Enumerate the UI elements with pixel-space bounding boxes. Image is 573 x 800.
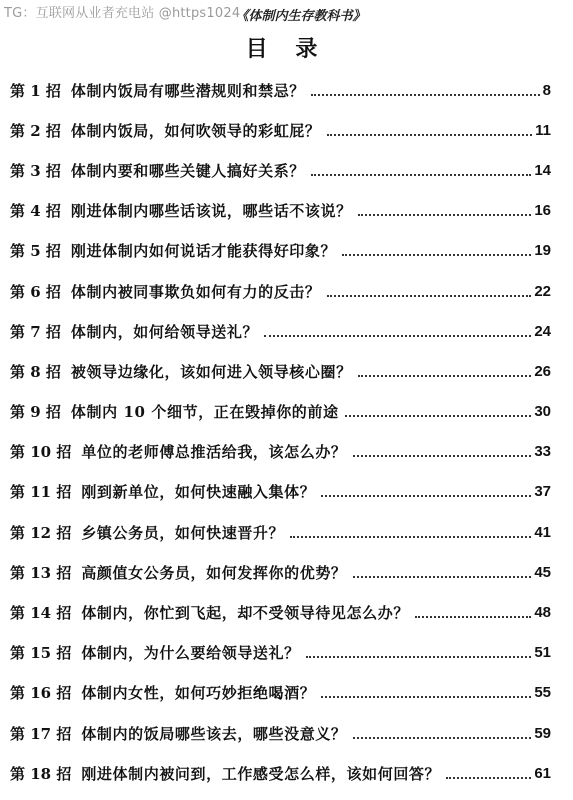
toc-entry-title: 体制内的饭局哪些该去，哪些没意义？: [81, 724, 347, 743]
toc-entry-title: 刚进体制内哪些话该说，哪些话不该说？: [70, 202, 352, 221]
toc-entry-label: 第 10 招: [10, 443, 72, 462]
toc-entry-page-number: 41: [534, 523, 551, 541]
toc-dot-leader: [446, 776, 531, 779]
toc-entry-page-number: 22: [534, 282, 551, 300]
toc-entry[interactable]: [10, 713, 551, 753]
toc-entry-title: 刚到新单位，如何快速融入集体？: [81, 483, 316, 502]
toc-dot-leader: [321, 494, 531, 497]
toc-entry-title: 体制内，如何给领导送礼？: [70, 322, 259, 341]
toc-entry-page-number: 8: [542, 81, 551, 99]
book-title: 《体制内生存教科书》: [235, 9, 366, 24]
toc-entry-page-number: 26: [534, 362, 551, 380]
toc-entry-label: 第 3 招: [10, 161, 61, 180]
toc-entry-title: 体制内，你忙到飞起，却不受领导待见怎么办？: [81, 604, 409, 623]
toc-entry[interactable]: [10, 673, 551, 713]
toc-entry-title: 体制内饭局，如何吹领导的彩虹屁？: [70, 121, 321, 140]
toc-entry[interactable]: [10, 753, 551, 793]
toc-entry-page-number: 16: [534, 202, 551, 220]
toc-entry-page-number: 45: [534, 563, 551, 581]
toc-entry[interactable]: [10, 472, 551, 512]
toc-entry-label: 第 8 招: [10, 362, 61, 381]
toc-entry-title: 体制内饭局有哪些潜规则和禁忌？: [70, 81, 305, 100]
toc-entry-title: 乡镇公务员，如何快速晋升？: [81, 523, 285, 542]
toc-entry-label: 第 5 招: [10, 242, 61, 261]
toc-entry-title: 体制内，为什么要给领导送礼？: [81, 644, 300, 663]
toc-entry-title: 刚进体制内如何说话才能获得好印象？: [70, 242, 337, 261]
toc-dot-leader: [327, 294, 532, 297]
toc-entry[interactable]: [10, 552, 551, 592]
toc-entry-title: 体制内被同事欺负如何有力的反击？: [70, 282, 321, 301]
toc-entry-page-number: 14: [534, 161, 551, 179]
toc-entry-page-number: 59: [534, 724, 551, 742]
toc-entry-title: 体制内要和哪些关键人搞好关系？: [70, 161, 305, 180]
table-of-contents: [10, 70, 551, 793]
toc-entry-label: 第 6 招: [10, 282, 61, 301]
toc-entry[interactable]: [10, 110, 551, 150]
toc-entry[interactable]: [10, 392, 551, 432]
toc-dot-leader: [358, 213, 532, 216]
toc-dot-leader: [415, 615, 531, 618]
toc-entry[interactable]: [10, 70, 551, 110]
toc-entry-page-number: 37: [534, 483, 551, 501]
toc-dot-leader: [358, 374, 532, 377]
toc-entry-page-number: 61: [534, 764, 551, 782]
toc-entry-page-number: 11: [535, 121, 551, 139]
toc-entry-label: 第 17 招: [10, 724, 72, 743]
toc-entry-label: 第 12 招: [10, 523, 72, 542]
toc-dot-leader: [264, 334, 531, 337]
toc-entry[interactable]: [10, 432, 551, 472]
toc-entry-label: 第 11 招: [10, 483, 72, 502]
toc-dot-leader: [342, 253, 531, 256]
toc-entry-label: 第 7 招: [10, 322, 61, 341]
toc-dot-leader: [290, 535, 531, 538]
toc-entry-title: 高颜值女公务员，如何发挥你的优势？: [81, 563, 347, 582]
toc-entry-label: 第 9 招: [10, 403, 61, 422]
toc-entry-title: 刚进体制内被问到，工作感受怎么样，该如何回答？: [81, 764, 441, 783]
toc-entry-label: 第 4 招: [10, 202, 61, 221]
toc-entry-page-number: 24: [534, 322, 551, 340]
toc-entry-label: 第 2 招: [10, 121, 61, 140]
toc-entry-page-number: 19: [534, 242, 551, 260]
toc-entry-title: 体制内女性，如何巧妙拒绝喝酒？: [81, 684, 316, 703]
toc-dot-leader: [311, 93, 540, 96]
toc-entry[interactable]: [10, 271, 551, 311]
toc-entry[interactable]: [10, 231, 551, 271]
toc-entry-page-number: 30: [534, 403, 551, 421]
toc-entry-title: 被领导边缘化，该如何进入领导核心圈？: [70, 362, 352, 381]
toc-entry-title: 单位的老师傅总推活给我，该怎么办？: [81, 443, 347, 462]
toc-entry-label: 第 13 招: [10, 563, 72, 582]
toc-entry[interactable]: [10, 512, 551, 552]
toc-entry-label: 第 16 招: [10, 684, 72, 703]
toc-dot-leader: [353, 736, 532, 739]
toc-entry[interactable]: [10, 191, 551, 231]
toc-entry-label: 第 1 招: [10, 81, 61, 100]
toc-entry-label: 第 15 招: [10, 644, 72, 663]
toc-entry[interactable]: [10, 150, 551, 190]
toc-dot-leader: [353, 454, 532, 457]
toc-entry-page-number: 33: [534, 443, 551, 461]
toc-entry-page-number: 55: [534, 684, 551, 702]
toc-dot-leader: [327, 133, 533, 136]
toc-entry-label: 第 14 招: [10, 604, 72, 623]
toc-entry[interactable]: [10, 351, 551, 391]
toc-heading: 目 录: [245, 36, 328, 62]
watermark-text: TG：互联网从业者充电站 @https1024: [4, 6, 241, 21]
toc-dot-leader: [345, 414, 532, 417]
toc-entry-page-number: 51: [534, 644, 551, 662]
toc-dot-leader: [306, 655, 532, 658]
toc-entry-page-number: 48: [534, 604, 551, 622]
toc-entry[interactable]: [10, 633, 551, 673]
toc-dot-leader: [353, 575, 532, 578]
toc-dot-leader: [321, 695, 531, 698]
toc-entry-label: 第 18 招: [10, 764, 72, 783]
toc-entry[interactable]: [10, 592, 551, 632]
toc-entry[interactable]: [10, 311, 551, 351]
toc-dot-leader: [311, 173, 531, 176]
toc-entry-title: 体制内 10 个细节，正在毁掉你的前途: [70, 403, 339, 422]
